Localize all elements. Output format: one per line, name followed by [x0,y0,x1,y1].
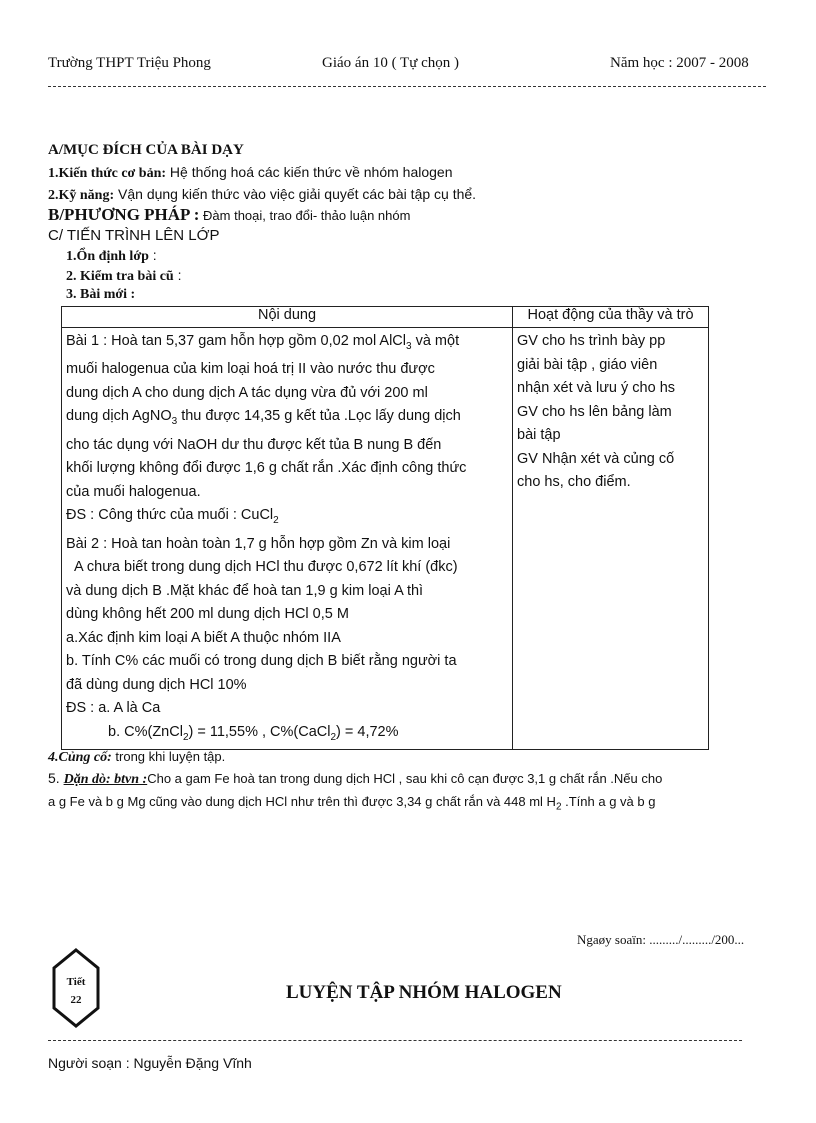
col-activity-header: Hoạt động của thầy và trò [513,307,709,328]
content-line: dùng không hết 200 ml dung dịch HCl 0,5 M [66,606,349,623]
skill-line [48,186,476,204]
author: Người soạn : Nguyễn Đặng Vĩnh [48,1055,252,1071]
homework-line-1 [48,770,662,788]
content-line: A chưa biết trong dung dịch HCl thu được 0,672 lít khí (đkc) [74,559,458,576]
subscript: 2 [182,731,189,743]
subscript: 3 [171,416,178,428]
activity-line: giải bài tập , giáo viên [517,356,658,373]
header-divider [48,86,766,87]
knowledge-text: Hệ thống hoá các kiến thức về nhóm halogen [166,164,453,180]
homework-text-1: Cho a gam Fe hoà tan trong dung dịch HCl , sau khi cô cạn được 3,1 g chất rắn .Nếu cho [147,771,663,786]
text-run: thu được 14,35 g kết tủa .Lọc lấy dung dịch [177,408,461,425]
step1-line [66,247,157,265]
text-run: Bài 1 : Hoà tan 5,37 gam hỗn hợp gồm 0,02 mol AlCl [66,333,406,349]
content-line [66,504,508,532]
content-line: muối halogenua của kim loại hoá trị II vào nước thu được [66,361,435,378]
content-line [66,330,508,358]
homework-subscript: 2 [555,801,562,813]
content-line: b. Tính C% các muối có trong dung dịch B biết rằng người ta [66,653,457,670]
col-content-header: Nội dung [62,307,513,328]
content-line: a.Xác định kim loại A biết A thuộc nhóm IIA [66,629,341,646]
step2-suffix: : [173,267,182,283]
activity-line: bài tập [517,427,561,443]
lesson-hexagon-icon [52,948,112,1028]
section-c-title: C/ TIẾN TRÌNH LÊN LỚP [48,227,220,244]
consolidate-text: trong khi luyện tập. [111,749,226,764]
content-line: của muối halogenua. [66,483,201,500]
skill-text: Vận dụng kiến thức vào việc giải quyết các bài tập cụ thể. [114,186,477,202]
header-school: Trường THPT Triệu Phong [48,55,211,71]
activity-line: GV cho hs trình bày pp [517,333,666,349]
section-a-title: A/MỤC ĐÍCH CỦA BÀI DẠY [48,142,244,158]
content-line: và dung dịch B .Mặt khác để hoà tan 1,9 g kim loại A thì [66,582,424,599]
homework-text-2: a g Fe và b g Mg cũng vào dung dịch HCl như trên thì được 3,34 g chất rắn và 448 ml H [48,794,556,809]
text-run: ) = 4,72% [336,723,399,740]
content-line [66,405,508,433]
text-run: ) = 11,55% , C%(CaCl [188,723,331,740]
knowledge-line [48,164,453,182]
activity-line: cho hs, cho điểm. [517,474,631,490]
text-run: và một [411,333,460,349]
activity-line: GV cho hs lên bảng làm [517,403,672,420]
content-line [66,721,508,749]
content-line: Bài 2 : Hoà tan hoàn toàn 1,7 g hỗn hợp gồm Zn và kim loại [66,535,451,552]
section-b-text: Đàm thoại, trao đổi- thảo luận nhóm [199,208,411,223]
lesson-title: LUYỆN TẬP NHÓM HALOGEN [286,982,562,1003]
lesson-label: Tiết [66,976,86,988]
step1-label: 1.Ổn định lớp [66,249,149,264]
step2-line [66,267,182,285]
lesson-number: 22 [70,994,82,1006]
homework-line-2 [48,794,655,813]
homework-num: 5. [48,770,64,786]
step3-label: 3. Bài mới : [66,287,136,302]
header-course: Giáo án 10 ( Tự chọn ) [322,55,459,71]
content-line: khối lượng không đổi được 1,6 g chất rắn .Xác định công thức [66,460,467,477]
subscript: 2 [330,731,337,743]
content-line: ĐS : a. A là Ca [66,700,161,717]
section-b-title: B/PHƯƠNG PHÁP : [48,205,200,224]
subscript: 2 [273,515,279,527]
footer-divider [48,1040,742,1041]
lesson-table [61,306,709,750]
skill-label: 2.Kỹ năng: [48,188,115,203]
activity-line: nhận xét và lưu ý cho hs [517,380,676,396]
table-row [62,328,709,750]
content-line: dung dịch A cho dung dịch A tác dụng vừa đủ với 200 ml [66,384,428,401]
text-run: dung dịch AgNO [66,408,172,425]
step1-suffix: : [148,247,157,263]
homework-text-2-end: .Tính a g và b g [561,794,656,809]
consolidate-label: 4.Củng cố: [48,750,112,765]
prepare-date: Ngaøy soaïn: ........./........./200... [577,932,745,947]
subscript: 3 [406,340,412,352]
knowledge-label: 1.Kiến thức cơ bản: [48,166,167,181]
content-line: cho tác dụng với NaOH dư thu được kết tủa B nung B đến [66,436,442,453]
activity-cell [513,328,709,750]
consolidate-line [48,748,225,766]
activity-line: GV Nhận xét và củng cố [517,450,675,467]
homework-label: Dặn dò: btvn : [63,772,148,787]
step2-label: 2. Kiểm tra bài cũ [66,269,174,284]
text-run: b. C%(ZnCl [108,723,183,740]
section-b-line [48,205,410,225]
table-header-row [62,307,709,328]
header-year: Năm học : 2007 - 2008 [610,55,749,71]
text-run: ĐS : Công thức của muối : CuCl [66,507,274,524]
content-cell [62,328,513,750]
content-line: đã dùng dung dịch HCl 10% [66,676,247,693]
